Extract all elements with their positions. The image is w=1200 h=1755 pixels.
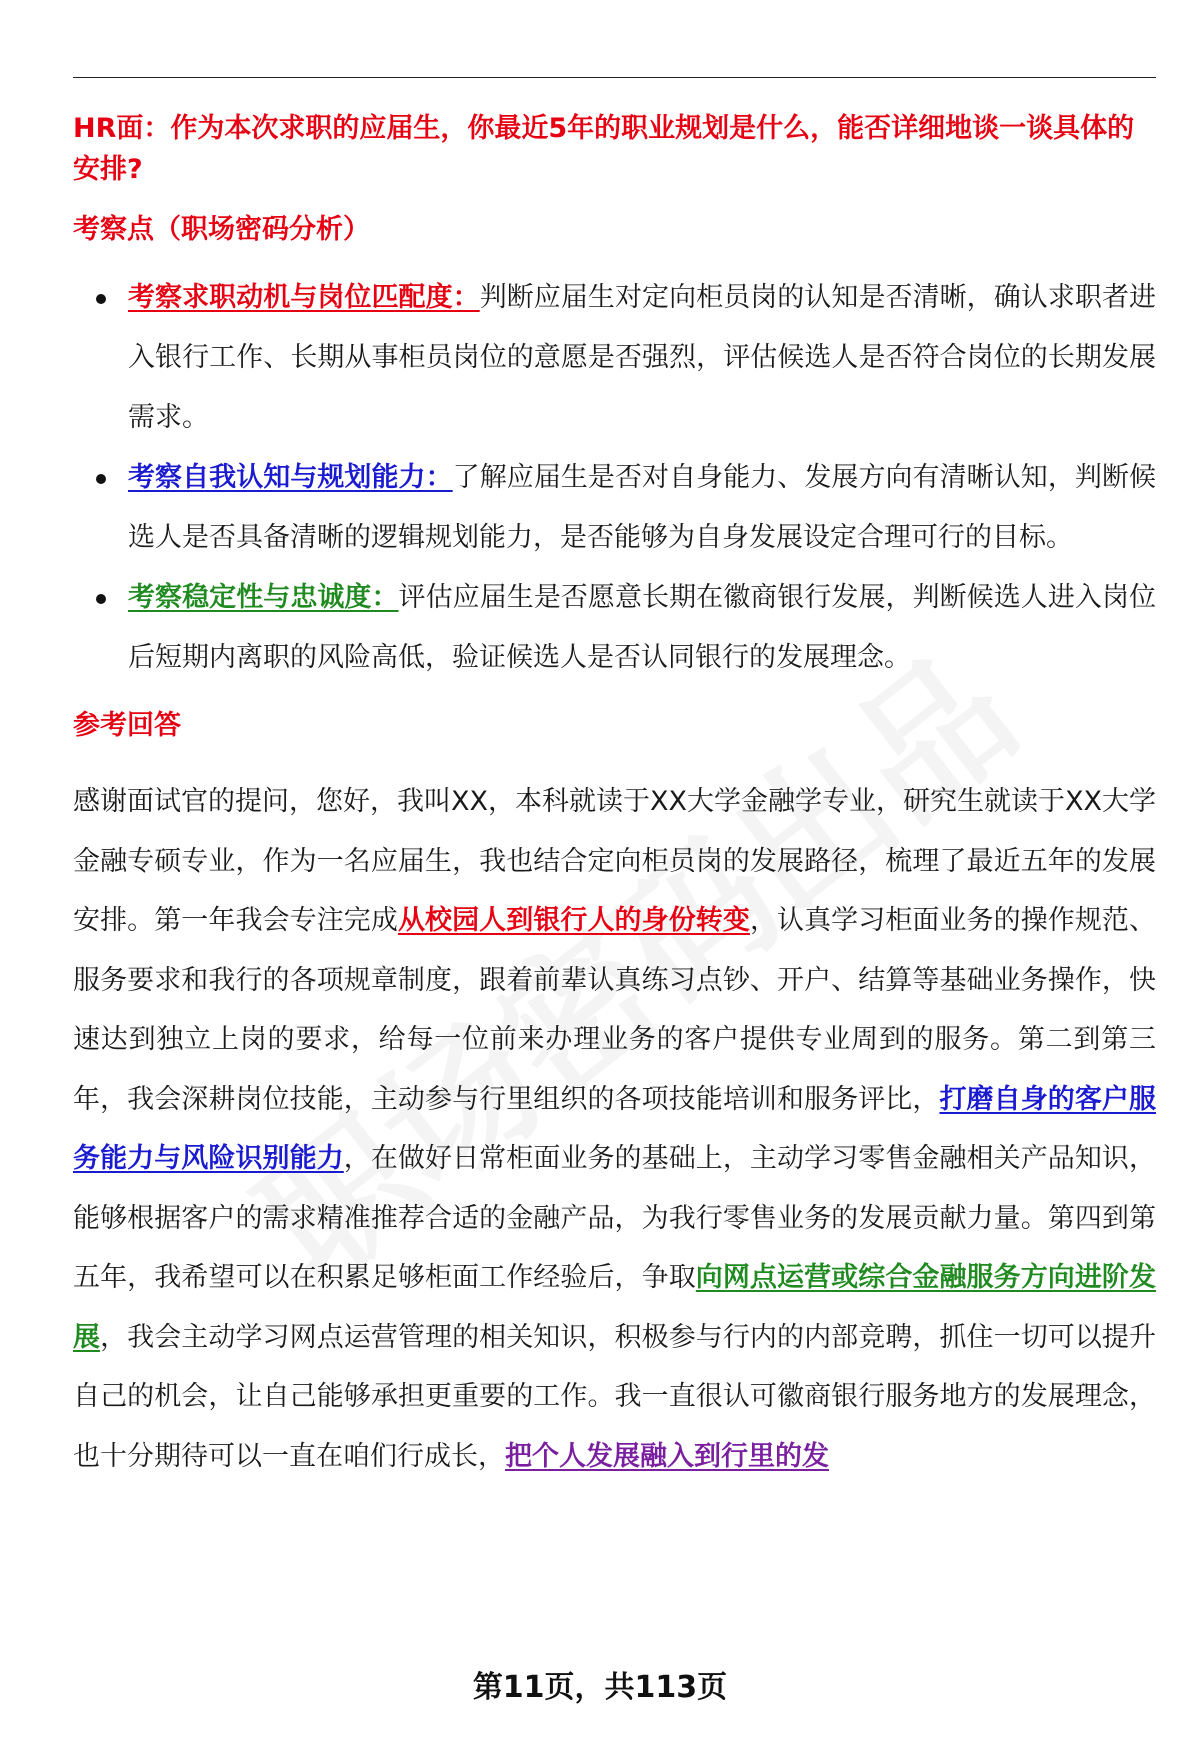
answer-text: ，在做好日常柜面业务的基础上，主动学习零售金融相关产品知识，能够根据客户的需求精准推荐合适的金融产品，为我行零售业务的发展贡献力量。第四到第五年，我希望可以在积累足够柜面工作经验后，争取 (73, 1143, 1157, 1293)
point-keyword: 考察自我认知与规划能力： (128, 462, 453, 493)
bullet-icon (96, 474, 106, 484)
answer-highlight: 打磨自身的客户服务能力与风险识别能力 (73, 1083, 1157, 1174)
bullet-icon (96, 294, 106, 304)
bullet-icon (96, 594, 106, 604)
answer-highlight: 从校园人到银行人的身份转变 (397, 905, 750, 936)
page-content (73, 108, 1156, 1486)
analysis-point (73, 448, 1156, 568)
point-text: 评估应届生是否愿意长期在徽商银行发展，判断候选人进入岗位后短期内离职的风险高低，验证候选人是否认同银行的发展理念。 (128, 582, 1157, 673)
reference-answer (73, 772, 1156, 1486)
answer-text: ，我会主动学习网点运营管理的相关知识，积极参与行内的内部竞聘，抓住一切可以提升自己的机会，让自己能够承担更重要的工作。我一直很认可徽商银行服务地方的发展理念，也十分期待可以一直在咱们行成长， (73, 1321, 1156, 1472)
answer-text: ，认真学习柜面业务的操作规范、服务要求和我行的各项规章制度，跟着前辈认真练习点钞、开户、结算等基础业务操作，快速达到独立上岗的要求，给每一位前来办理业务的客户提供专业周到的服务。第二到第三年，我会深耕岗位技能，主动参与行里组织的各项技能培训和服务评比， (73, 905, 1157, 1115)
answer-highlight: 把个人发展融入到行里的发 (505, 1440, 829, 1472)
page-number: 第11页，共113页 (472, 1670, 728, 1705)
point-keyword: 考察求职动机与岗位匹配度： (128, 282, 480, 313)
top-divider (73, 77, 1156, 78)
section-title-answer: 参考回答 (73, 710, 181, 741)
point-keyword: 考察稳定性与忠诚度： (128, 582, 399, 613)
interview-question: HR面：作为本次求职的应届生，你最近5年的职业规划是什么，能否详细地谈一谈具体的安排? (73, 113, 1135, 185)
point-text: 判断应届生对定向柜员岗的认知是否清晰，确认求职者进入银行工作、长期从事柜员岗位的意愿是否强烈，评估候选人是否符合岗位的长期发展需求。 (128, 282, 1156, 433)
point-text: 了解应届生是否对自身能力、发展方向有清晰认知，判断候选人是否具备清晰的逻辑规划能力，是否能够为自身发展设定合理可行的目标。 (128, 462, 1157, 553)
answer-text: 感谢面试官的提问，您好，我叫XX，本科就读于XX大学金融学专业，研究生就读于XX大学金融专硕专业，作为一名应届生，我也结合定向柜员岗的发展路径，梳理了最近五年的发展安排。第一年我会专注完成 (73, 786, 1156, 936)
analysis-point (73, 268, 1156, 448)
section-title-analysis: 考察点（职场密码分析） (73, 214, 370, 245)
answer-highlight: 向网点运营或综合金融服务方向进阶发展 (73, 1262, 1157, 1353)
analysis-points (73, 268, 1156, 688)
analysis-point (73, 568, 1156, 688)
